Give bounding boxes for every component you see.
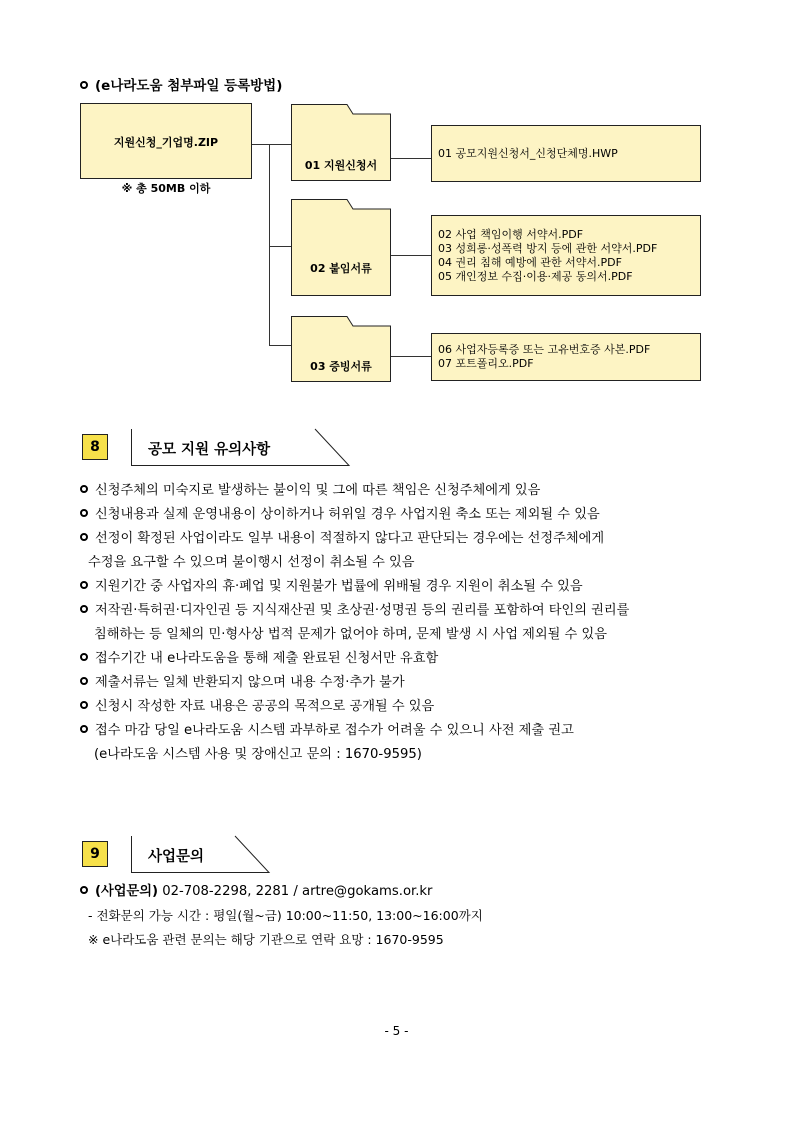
note-line: ※ e나라도움 관련 문의는 해당 기관으로 연락 요망 : 1670-9595 — [88, 932, 444, 947]
folder-icon — [291, 199, 391, 296]
section-title: 사업문의 — [148, 849, 205, 865]
circle-bullet-icon — [80, 605, 88, 613]
circle-bullet-icon — [80, 81, 88, 89]
list-item: 신청시 작성한 자료 내용은 공공의 목적으로 공개될 수 있음 — [80, 695, 629, 719]
connector-line — [269, 246, 291, 247]
file-name: 06 사업자등록증 또는 고유번호증 사본.PDF — [438, 343, 651, 356]
folder-01 — [291, 104, 391, 181]
file-name: 01 공모지원신청서_신청단체명.HWP — [438, 146, 618, 160]
section-number-badge: 9 — [82, 841, 108, 867]
list-item: 선정이 확정된 사업이라도 일부 내용이 적절하지 않다고 판단되는 경우에는 선정주체에게 — [80, 527, 629, 551]
notice-list — [80, 479, 629, 767]
file-name: 02 사업 책임이행 서약서.PDF — [438, 227, 584, 241]
file-list-box — [431, 215, 701, 296]
connector-line — [391, 356, 431, 357]
contact-line: (사업문의) 02-708-2298, 2281 / artre@gokams.or.kr — [80, 880, 483, 904]
file-name: 03 성희롱·성폭력 방지 등에 관한 서약서.PDF — [438, 241, 658, 255]
connector-line — [391, 255, 431, 256]
list-item: 제출서류는 일체 반환되지 않으며 내용 수정·추가 불가 — [80, 671, 629, 695]
file-list-box — [431, 125, 701, 182]
circle-bullet-icon — [80, 701, 88, 709]
section-number-badge: 8 — [82, 434, 108, 460]
connector-line — [269, 144, 270, 345]
list-item-continuation: 침해하는 등 일체의 민·형사상 법적 문제가 없어야 하며, 문제 발생 시 사업 제외될 수 있음 — [94, 627, 607, 642]
list-item: 신청주체의 미숙지로 발생하는 불이익 및 그에 따른 책임은 신청주체에게 있음 — [80, 479, 629, 503]
circle-bullet-icon — [80, 886, 88, 894]
circle-bullet-icon — [80, 509, 88, 517]
circle-bullet-icon — [80, 581, 88, 589]
hours-line: - 전화문의 가능 시간 : 평일(월~금) 10:00~11:50, 13:00~16:00까지 — [88, 908, 483, 923]
file-name: 05 개인정보 수집·이용·제공 동의서.PDF — [438, 269, 633, 283]
list-item-continuation: (e나라도움 시스템 사용 및 장애신고 문의 : 1670-9595) — [94, 747, 422, 762]
connector-line — [269, 144, 291, 145]
list-item: 접수 마감 당일 e나라도움 시스템 과부하로 접수가 어려울 수 있으니 사전 제출 권고 — [80, 719, 629, 743]
connector-line — [391, 158, 431, 159]
list-item: 지원기간 중 사업자의 휴·폐업 및 지원불가 법률에 위배될 경우 지원이 취소될 수 있음 — [80, 575, 629, 599]
page-number: - 5 - — [384, 1024, 409, 1038]
list-item: 접수기간 내 e나라도움을 통해 제출 완료된 신청서만 유효함 — [80, 647, 629, 671]
circle-bullet-icon — [80, 725, 88, 733]
folder-03 — [291, 316, 391, 382]
file-list-box — [431, 333, 701, 381]
folder-label: 02 붙임서류 — [310, 262, 372, 275]
connector-line — [269, 345, 291, 346]
file-name: 07 포트폴리오.PDF — [438, 357, 534, 370]
circle-bullet-icon — [80, 677, 88, 685]
circle-bullet-icon — [80, 653, 88, 661]
circle-bullet-icon — [80, 533, 88, 541]
folder-label: 03 증빙서류 — [310, 360, 372, 373]
section-title: 공모 지원 유의사항 — [148, 442, 271, 458]
contact-details[interactable]: 02-708-2298, 2281 / artre@gokams.or.kr — [158, 884, 433, 899]
list-item-continuation: 수정을 요구할 수 있으며 불이행시 선정이 취소될 수 있음 — [88, 555, 415, 570]
folder-label: 01 지원신청서 — [304, 159, 378, 172]
zip-file-box: 지원신청_기업명.ZIP — [80, 103, 252, 179]
zip-size-note: ※ 총 50MB 이하 — [121, 182, 211, 195]
folder-02 — [291, 199, 391, 296]
diagram-heading: (e나라도움 첨부파일 등록방법) — [80, 74, 282, 94]
contact-info — [80, 880, 483, 952]
file-name: 04 권리 침해 예방에 관한 서약서.PDF — [438, 255, 622, 269]
circle-bullet-icon — [80, 485, 88, 493]
list-item: 저작권·특허권·디자인권 등 지식재산권 및 초상권·성명권 등의 권리를 포함하여 타인의 권리를 — [80, 599, 629, 623]
list-item: 신청내용과 실제 운영내용이 상이하거나 허위일 경우 사업지원 축소 또는 제외될 수 있음 — [80, 503, 629, 527]
connector-line — [252, 144, 269, 145]
